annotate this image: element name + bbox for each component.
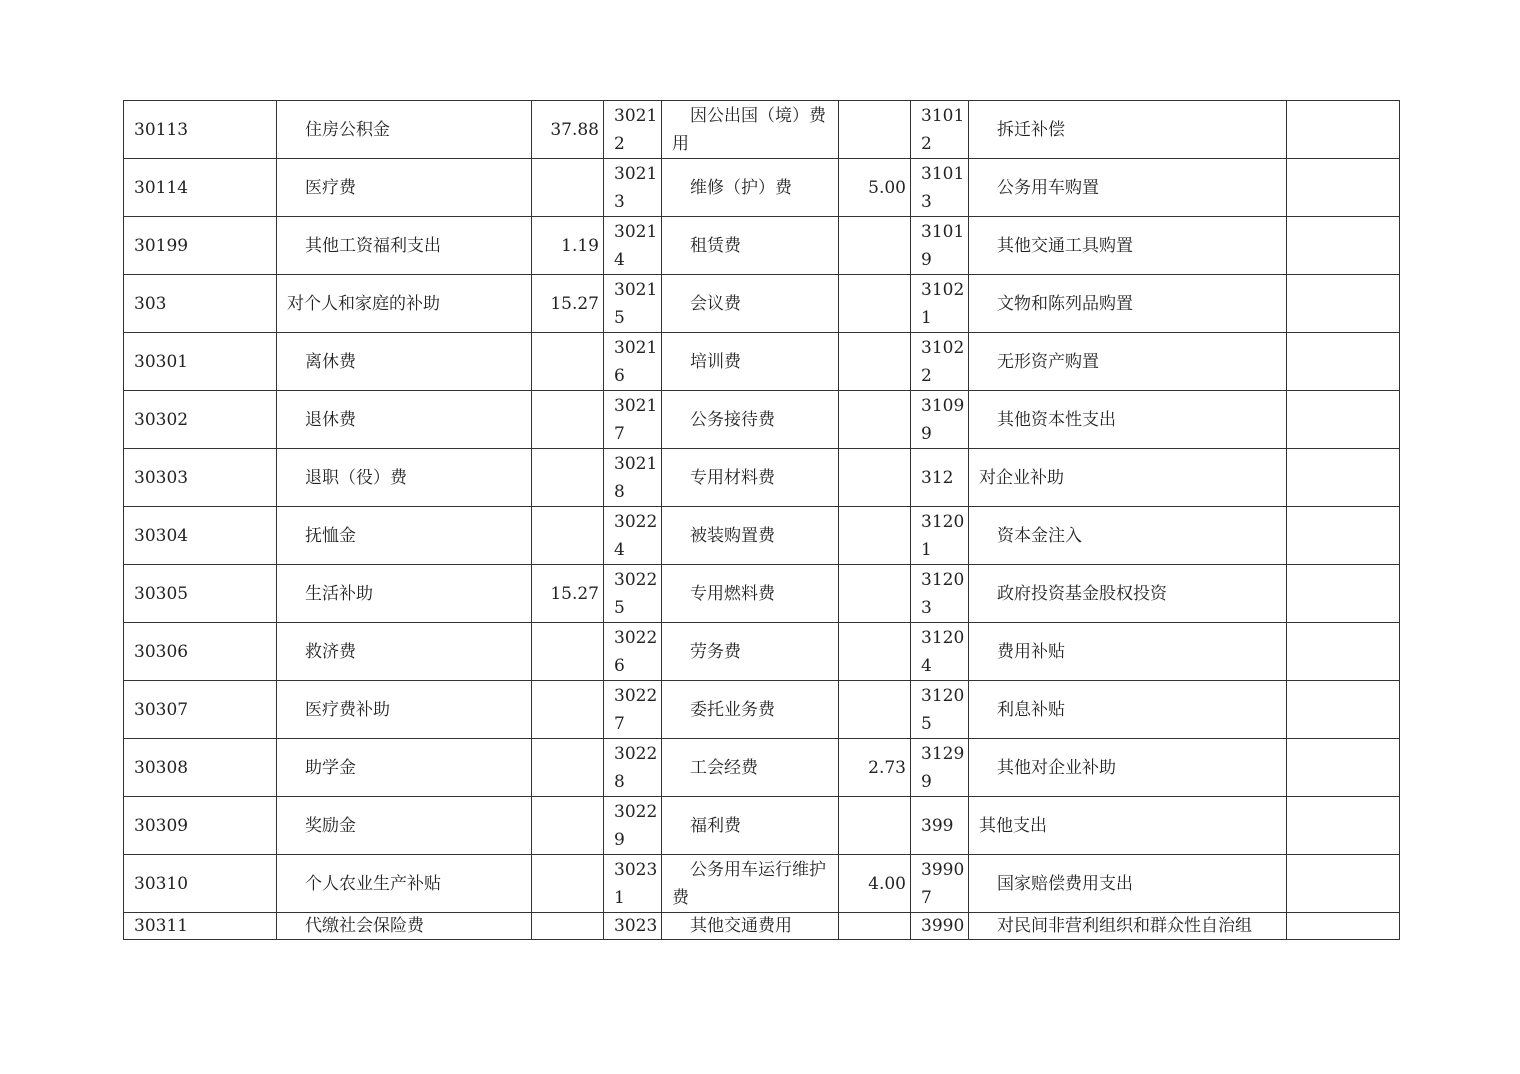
code-cell: 312	[911, 449, 969, 507]
amount-cell: 15.27	[532, 565, 604, 623]
name-cell: 住房公积金	[277, 101, 532, 159]
name-cell: 因公出国（境）费用	[662, 101, 839, 159]
amount-cell: 5.00	[839, 159, 911, 217]
table-row	[124, 101, 1400, 159]
amount-cell	[532, 507, 604, 565]
amount-cell: 1.19	[532, 217, 604, 275]
name-cell: 公务用车运行维护费	[662, 855, 839, 913]
code-cell: 39907	[911, 855, 969, 913]
code-cell: 30303	[124, 449, 277, 507]
name-cell: 维修（护）费	[662, 159, 839, 217]
table-row	[124, 797, 1400, 855]
amount-cell	[532, 797, 604, 855]
table-row	[124, 855, 1400, 913]
amount-cell	[1287, 913, 1400, 940]
name-cell: 劳务费	[662, 623, 839, 681]
code-cell: 31022	[911, 333, 969, 391]
code-cell: 31019	[911, 217, 969, 275]
code-cell: 30226	[604, 623, 662, 681]
code-cell: 31013	[911, 159, 969, 217]
name-cell: 政府投资基金股权投资	[969, 565, 1287, 623]
name-cell: 个人农业生产补贴	[277, 855, 532, 913]
name-cell: 专用燃料费	[662, 565, 839, 623]
name-cell: 被装购置费	[662, 507, 839, 565]
code-cell: 399	[911, 797, 969, 855]
name-cell: 公务接待费	[662, 391, 839, 449]
budget-expense-table	[123, 100, 1400, 940]
amount-cell	[1287, 391, 1400, 449]
table-row	[124, 333, 1400, 391]
code-cell: 31203	[911, 565, 969, 623]
name-cell: 助学金	[277, 739, 532, 797]
amount-cell	[1287, 681, 1400, 739]
name-cell: 其他支出	[969, 797, 1287, 855]
code-cell: 31299	[911, 739, 969, 797]
code-cell: 30310	[124, 855, 277, 913]
code-cell: 30228	[604, 739, 662, 797]
code-cell: 30309	[124, 797, 277, 855]
name-cell: 租赁费	[662, 217, 839, 275]
amount-cell	[1287, 101, 1400, 159]
code-cell: 30214	[604, 217, 662, 275]
amount-cell: 15.27	[532, 275, 604, 333]
code-cell: 3023	[604, 913, 662, 940]
amount-cell	[1287, 159, 1400, 217]
code-cell: 30216	[604, 333, 662, 391]
name-cell: 其他对企业补助	[969, 739, 1287, 797]
table-row	[124, 391, 1400, 449]
code-cell: 30311	[124, 913, 277, 940]
table-row	[124, 449, 1400, 507]
code-cell: 30302	[124, 391, 277, 449]
amount-cell	[839, 275, 911, 333]
amount-cell	[839, 681, 911, 739]
amount-cell	[839, 333, 911, 391]
amount-cell	[839, 449, 911, 507]
name-cell: 利息补贴	[969, 681, 1287, 739]
code-cell: 30218	[604, 449, 662, 507]
code-cell: 30224	[604, 507, 662, 565]
amount-cell: 4.00	[839, 855, 911, 913]
amount-cell	[839, 101, 911, 159]
amount-cell	[532, 913, 604, 940]
table-row	[124, 217, 1400, 275]
code-cell: 30213	[604, 159, 662, 217]
amount-cell	[839, 913, 911, 940]
code-cell: 30306	[124, 623, 277, 681]
name-cell: 其他资本性支出	[969, 391, 1287, 449]
code-cell: 30113	[124, 101, 277, 159]
name-cell: 对民间非营利组织和群众性自治组	[969, 913, 1287, 940]
amount-cell	[532, 855, 604, 913]
amount-cell	[1287, 855, 1400, 913]
name-cell: 退职（役）费	[277, 449, 532, 507]
name-cell: 医疗费	[277, 159, 532, 217]
amount-cell	[839, 565, 911, 623]
amount-cell	[1287, 565, 1400, 623]
table-row	[124, 913, 1400, 940]
amount-cell	[839, 797, 911, 855]
amount-cell	[1287, 623, 1400, 681]
name-cell: 退休费	[277, 391, 532, 449]
code-cell: 30215	[604, 275, 662, 333]
name-cell: 培训费	[662, 333, 839, 391]
table-row	[124, 275, 1400, 333]
amount-cell	[532, 391, 604, 449]
name-cell: 其他交通工具购置	[969, 217, 1287, 275]
amount-cell	[1287, 507, 1400, 565]
amount-cell	[839, 623, 911, 681]
code-cell: 31099	[911, 391, 969, 449]
code-cell: 31205	[911, 681, 969, 739]
name-cell: 医疗费补助	[277, 681, 532, 739]
code-cell: 30229	[604, 797, 662, 855]
amount-cell	[1287, 275, 1400, 333]
amount-cell	[1287, 797, 1400, 855]
name-cell: 无形资产购置	[969, 333, 1287, 391]
amount-cell	[839, 217, 911, 275]
code-cell: 30212	[604, 101, 662, 159]
table-body	[124, 101, 1400, 940]
amount-cell	[1287, 217, 1400, 275]
table-row	[124, 739, 1400, 797]
name-cell: 拆迁补偿	[969, 101, 1287, 159]
table-row	[124, 159, 1400, 217]
code-cell: 31012	[911, 101, 969, 159]
code-cell: 30305	[124, 565, 277, 623]
table-row	[124, 681, 1400, 739]
code-cell: 30231	[604, 855, 662, 913]
name-cell: 福利费	[662, 797, 839, 855]
code-cell: 30308	[124, 739, 277, 797]
code-cell: 3990	[911, 913, 969, 940]
amount-cell	[532, 159, 604, 217]
amount-cell	[532, 333, 604, 391]
amount-cell: 2.73	[839, 739, 911, 797]
code-cell: 31201	[911, 507, 969, 565]
code-cell: 31021	[911, 275, 969, 333]
amount-cell	[1287, 739, 1400, 797]
name-cell: 其他交通费用	[662, 913, 839, 940]
amount-cell	[532, 739, 604, 797]
name-cell: 文物和陈列品购置	[969, 275, 1287, 333]
name-cell: 其他工资福利支出	[277, 217, 532, 275]
name-cell: 费用补贴	[969, 623, 1287, 681]
table-row	[124, 623, 1400, 681]
name-cell: 代缴社会保险费	[277, 913, 532, 940]
amount-cell: 37.88	[532, 101, 604, 159]
name-cell: 离休费	[277, 333, 532, 391]
code-cell: 30217	[604, 391, 662, 449]
code-cell: 30227	[604, 681, 662, 739]
code-cell: 30225	[604, 565, 662, 623]
table-row	[124, 507, 1400, 565]
name-cell: 救济费	[277, 623, 532, 681]
name-cell: 生活补助	[277, 565, 532, 623]
name-cell: 会议费	[662, 275, 839, 333]
amount-cell	[839, 391, 911, 449]
name-cell: 资本金注入	[969, 507, 1287, 565]
name-cell: 奖励金	[277, 797, 532, 855]
amount-cell	[1287, 449, 1400, 507]
amount-cell	[532, 681, 604, 739]
table-row	[124, 565, 1400, 623]
name-cell: 对企业补助	[969, 449, 1287, 507]
code-cell: 303	[124, 275, 277, 333]
name-cell: 委托业务费	[662, 681, 839, 739]
amount-cell	[1287, 333, 1400, 391]
name-cell: 工会经费	[662, 739, 839, 797]
code-cell: 30304	[124, 507, 277, 565]
amount-cell	[532, 449, 604, 507]
name-cell: 公务用车购置	[969, 159, 1287, 217]
name-cell: 对个人和家庭的补助	[277, 275, 532, 333]
code-cell: 31204	[911, 623, 969, 681]
code-cell: 30301	[124, 333, 277, 391]
name-cell: 专用材料费	[662, 449, 839, 507]
code-cell: 30199	[124, 217, 277, 275]
name-cell: 国家赔偿费用支出	[969, 855, 1287, 913]
name-cell: 抚恤金	[277, 507, 532, 565]
code-cell: 30307	[124, 681, 277, 739]
amount-cell	[532, 623, 604, 681]
amount-cell	[839, 507, 911, 565]
code-cell: 30114	[124, 159, 277, 217]
